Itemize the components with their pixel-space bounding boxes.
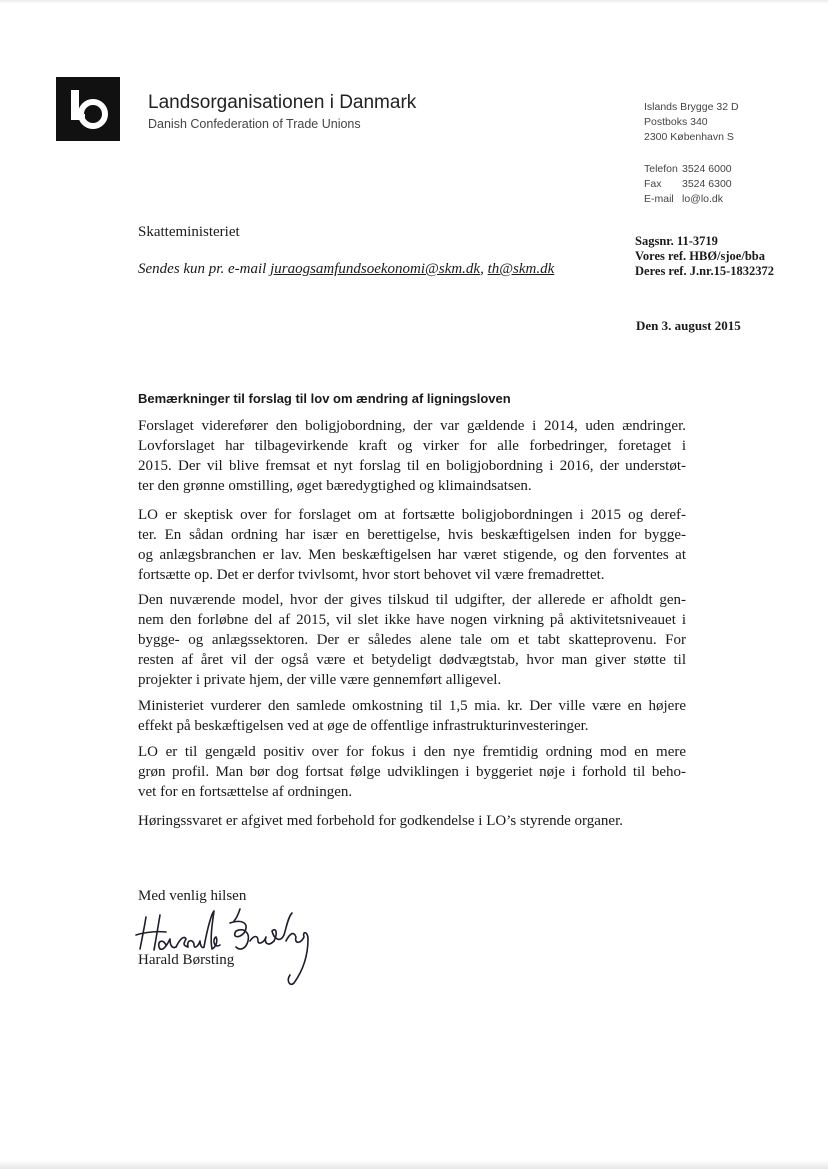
text-line: Den nuværende model, hvor der gives tilskud til udgifter, der allerede er afholdt gen- bbox=[138, 592, 686, 608]
send-line-separator: , bbox=[480, 261, 488, 277]
text-line: fortsætte op. Det er derfor tvivlsomt, hvor stort behovet vil være fremadrettet. bbox=[138, 567, 605, 583]
your-reference: Deres ref. J.nr.15-1832372 bbox=[635, 264, 774, 278]
body-paragraph bbox=[138, 505, 686, 585]
handwritten-signature bbox=[118, 905, 318, 992]
address-line: Islands Brygge 32 D bbox=[644, 101, 739, 113]
text-line: 2015. Der vil blive fremsat et nyt forslag til en boligjobordning i 2016, der understøt- bbox=[138, 458, 686, 474]
recipient-email-link[interactable]: th@skm.dk bbox=[487, 261, 555, 277]
text-line: Lovforslaget har tilbagevirkende kraft og virker for alle forbedringer, foretaget i bbox=[138, 438, 686, 454]
text-line: projekter i private hjem, der ville være gennemført alligevel. bbox=[138, 672, 502, 688]
fax-label: Fax bbox=[644, 178, 662, 190]
recipient: Skatteministeriet bbox=[138, 224, 240, 240]
letter-date: Den 3. august 2015 bbox=[636, 318, 741, 333]
fax-value: 3524 6300 bbox=[682, 178, 732, 190]
body-paragraph bbox=[138, 811, 686, 831]
text-line: LO er til gengæld positiv over for fokus i den nye fremtidig ordning mod en mere bbox=[138, 744, 686, 760]
text-line: bygge- og anlægssektoren. Der er således alene tale om et tabt skatteprovenu. For bbox=[138, 632, 686, 648]
text-line: grøn profil. Man bør dog fortsat følge udviklingen i byggeriet nøje i forhold til beho- bbox=[138, 764, 686, 780]
text-line: Forslaget viderefører den boligjobordning, der var gældende i 2014, uden ændringer. bbox=[138, 418, 686, 434]
lo-logo bbox=[56, 77, 120, 141]
letter-subject: Bemærkninger til forslag til lov om ændring af ligningsloven bbox=[138, 391, 511, 406]
body-paragraph bbox=[138, 590, 686, 690]
phone-label: Telefon bbox=[644, 163, 678, 175]
text-line: og anlægsbranchen er lav. Men beskæftigelsen har været stigende, og den forventes at bbox=[138, 547, 686, 563]
email-label: E-mail bbox=[644, 193, 674, 205]
address-line: 2300 København S bbox=[644, 131, 734, 143]
text-line: ter. En sådan ordning har især en berettigelse, hvis beskæftigelsen inden for bygge- bbox=[138, 527, 686, 543]
phone-row bbox=[644, 162, 732, 177]
text-line: vet for en fortsættelse af ordningen. bbox=[138, 784, 353, 800]
fax-row bbox=[644, 177, 732, 192]
phone-value: 3524 6000 bbox=[682, 163, 732, 175]
body-paragraph bbox=[138, 742, 686, 802]
case-number: Sagsnr. 11-3719 bbox=[635, 234, 718, 248]
org-subtitle: Danish Confederation of Trade Unions bbox=[148, 117, 361, 131]
address-line: Postboks 340 bbox=[644, 116, 708, 128]
recipient-email-link[interactable]: juraogsamfundsoekonomi@skm.dk bbox=[270, 261, 481, 277]
signer-name: Harald Børsting bbox=[138, 952, 235, 968]
our-reference: Vores ref. HBØ/sjoe/bba bbox=[635, 249, 765, 263]
send-line bbox=[138, 261, 554, 278]
scan-edge-top bbox=[0, 0, 828, 4]
text-line: Høringssvaret er afgivet med forbehold for godkendelse i LO’s styrende organer. bbox=[138, 813, 623, 829]
text-line: ter den grønne omstilling, øget bæredygtighed og klimaindsatsen. bbox=[138, 478, 532, 494]
text-line: nem den forløbne del af 2015, vil slet ikke have nogen virkning på aktivitetsniveauet i bbox=[138, 612, 686, 628]
text-line: Ministeriet vurderer den samlede omkostning til 1,5 mia. kr. Der ville være en højere bbox=[138, 698, 686, 714]
text-line: resten af året vil der også være et betydeligt dødvægtstab, hvor man giver støtte til bbox=[138, 652, 686, 668]
send-line-prefix: Sendes kun pr. e-mail bbox=[138, 261, 271, 277]
text-line: LO er skeptisk over for forslaget om at fortsætte boligjobordningen i 2015 og deref- bbox=[138, 507, 686, 523]
email-value: lo@lo.dk bbox=[682, 193, 724, 205]
email-row bbox=[644, 192, 723, 207]
scan-edge-bottom bbox=[0, 1160, 828, 1169]
body-paragraph bbox=[138, 696, 686, 736]
body-paragraph bbox=[138, 416, 686, 496]
closing-greeting: Med venlig hilsen bbox=[138, 888, 247, 904]
org-name: Landsorganisationen i Danmark bbox=[148, 92, 417, 113]
text-line: effekt på beskæftigelsen ved at øge de offentlige infrastrukturinvesteringer. bbox=[138, 718, 589, 734]
